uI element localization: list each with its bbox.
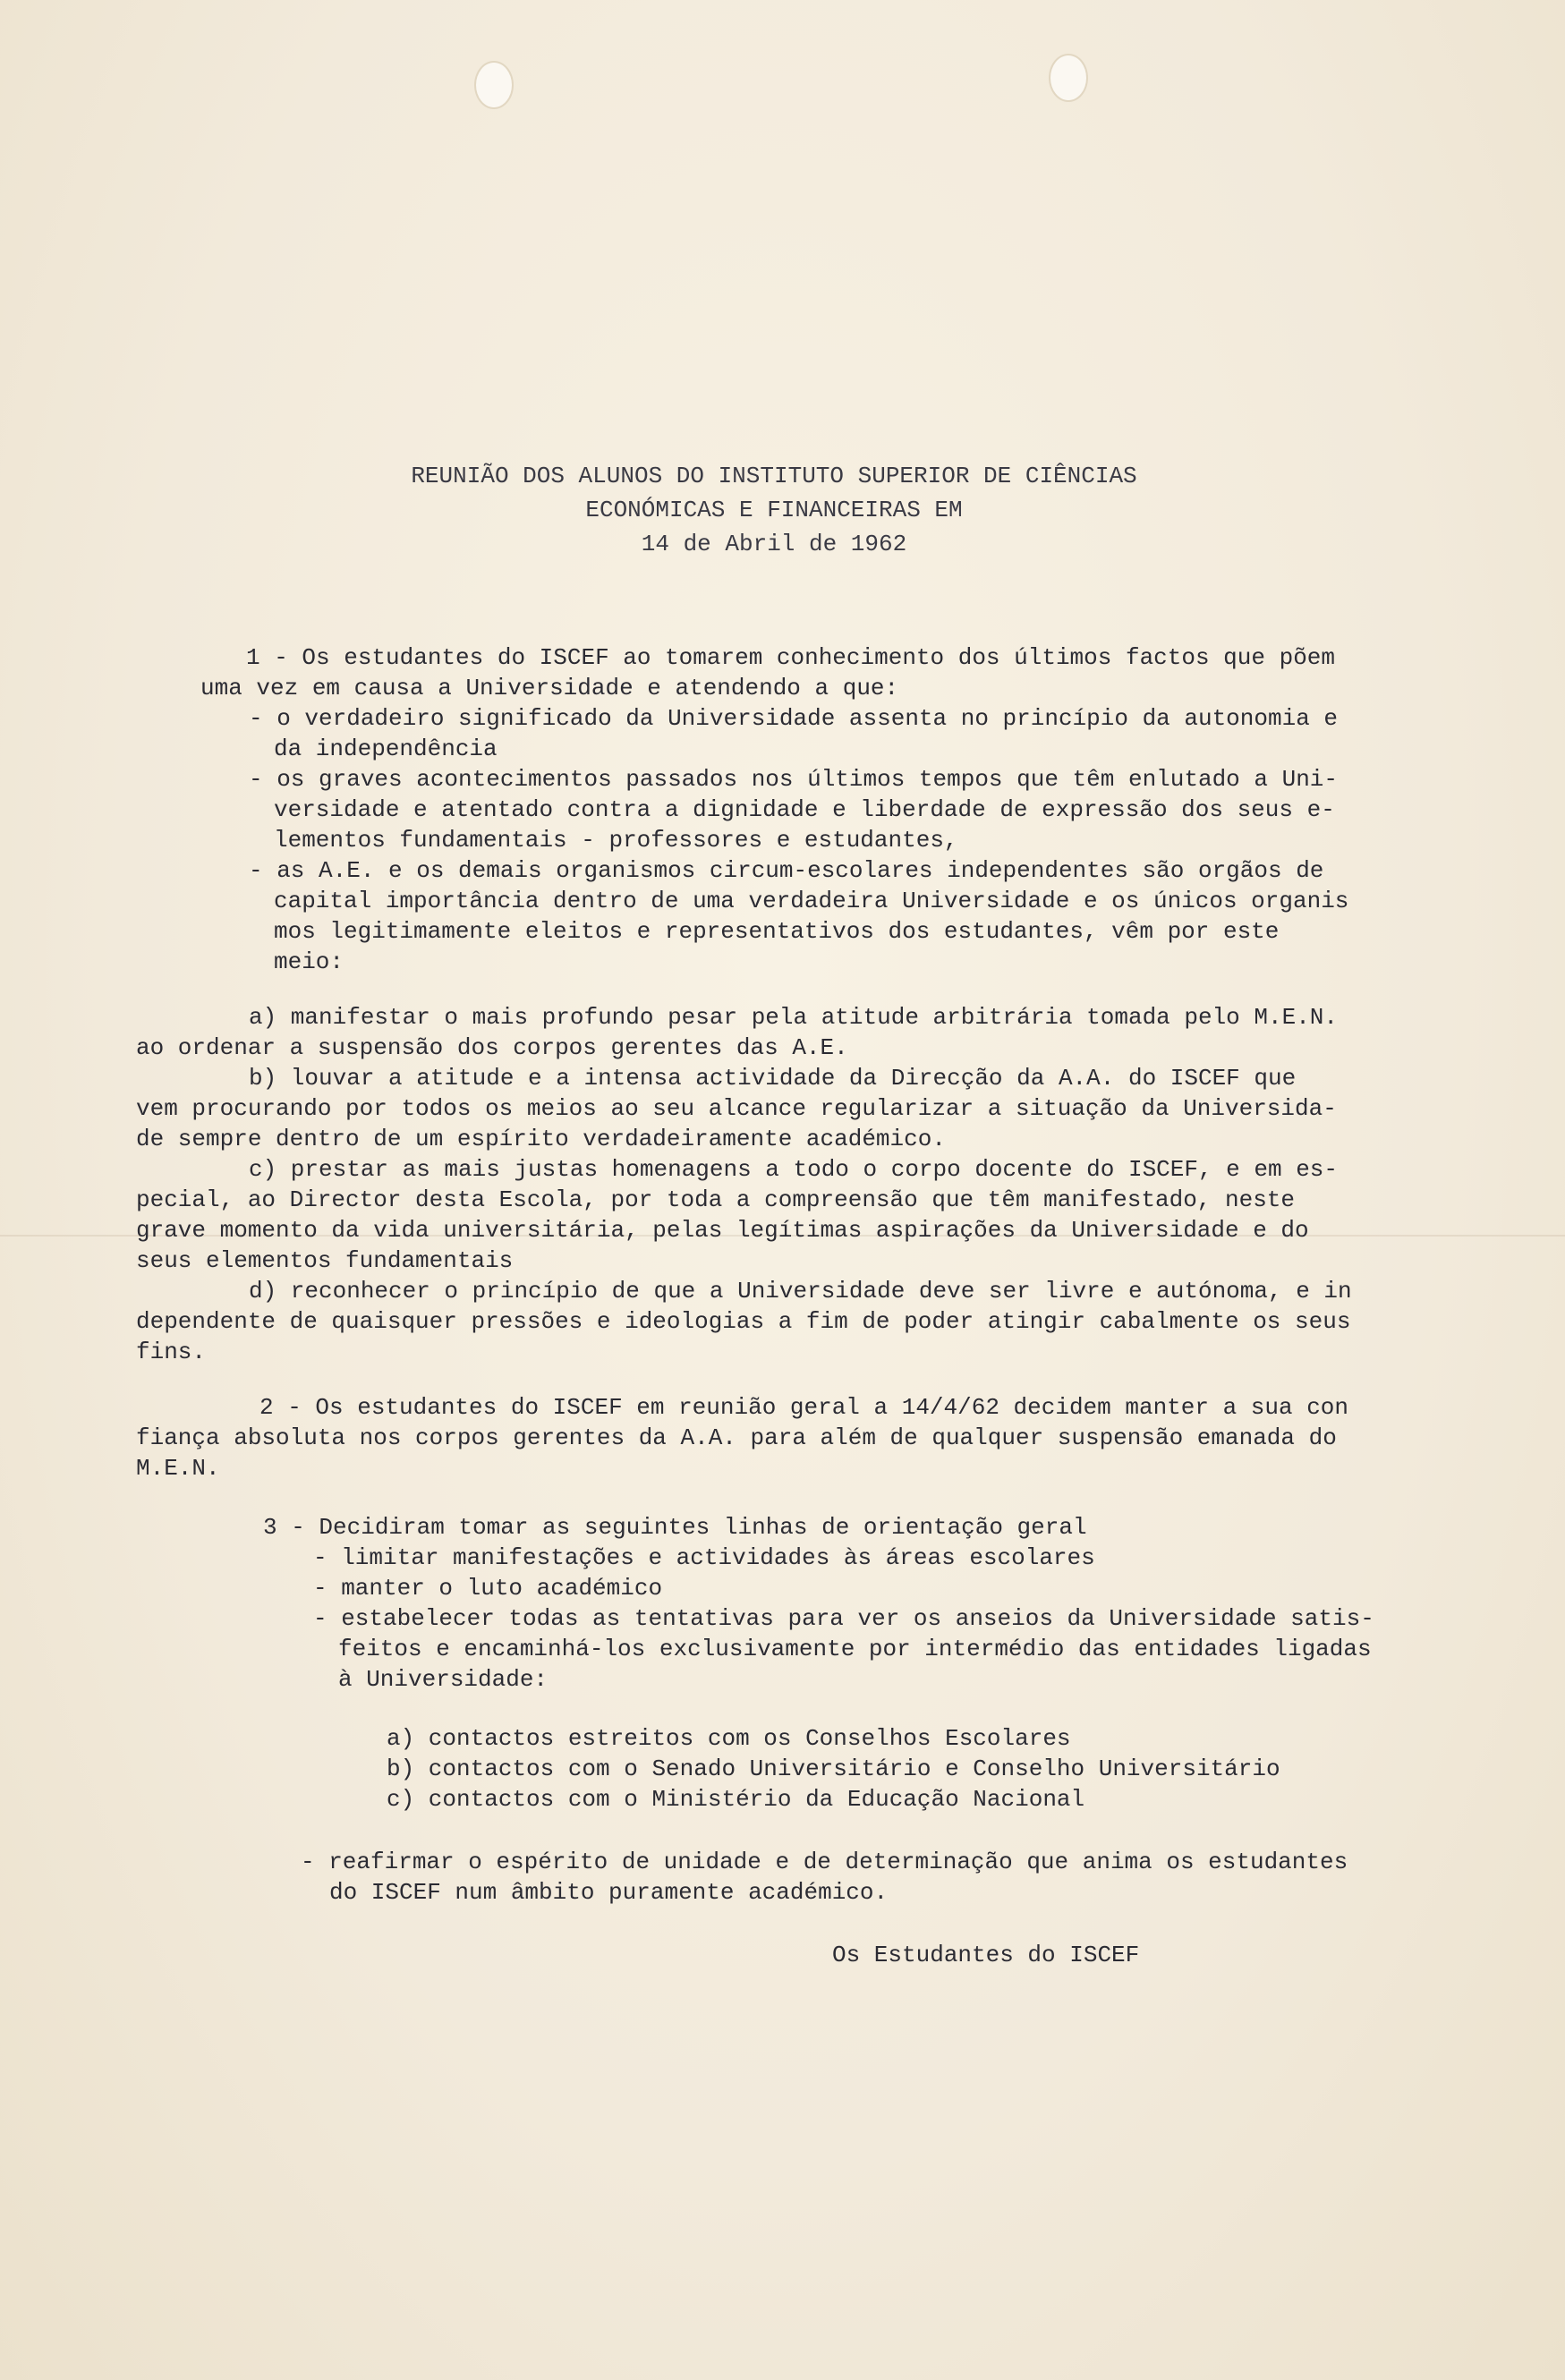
signature: Os Estudantes do ISCEF <box>832 1942 1140 1968</box>
section-3-line: à Universidade: <box>338 1666 549 1693</box>
final-line: - reafirmar o espérito de unidade e de determinação que anima os estudantes <box>301 1849 1348 1875</box>
section-2-line: fiança absoluta nos corpos gerentes da A.A. para além de qualquer suspensão emanada do <box>136 1424 1337 1451</box>
point-line: a) manifestar o mais profundo pesar pela atitude arbitrária tomada pelo M.E.N. <box>249 1004 1338 1031</box>
section-1-line: - os graves acontecimentos passados nos últimos tempos que têm enlutado a Uni- <box>249 766 1338 793</box>
punch-hole-left <box>474 61 514 109</box>
point-line: fins. <box>136 1339 207 1365</box>
title-date: 14 de Abril de 1962 <box>641 531 907 557</box>
point-line: grave momento da vida universitária, pelas legítimas aspirações da Universidade e do <box>136 1217 1309 1244</box>
contact-item: a) contactos estreitos com os Conselhos Escolares <box>387 1725 1071 1752</box>
section-2-line: 2 - Os estudantes do ISCEF em reunião geral a 14/4/62 decidem manter a sua con <box>259 1394 1348 1421</box>
section-1-line: meio: <box>274 948 344 975</box>
point-line: de sempre dentro de um espírito verdadeiramente académico. <box>136 1126 946 1152</box>
section-1-line: versidade e atentado contra a dignidade e liberdade de expressão dos seus e- <box>274 796 1335 823</box>
document-title <box>0 459 1548 561</box>
section-1-line: uma vez em causa a Universidade e atendendo a que: <box>200 675 899 701</box>
section-3-line: - estabelecer todas as tentativas para ver os anseios da Universidade satis- <box>313 1605 1374 1632</box>
section-2-line: M.E.N. <box>136 1455 220 1482</box>
point-line: d) reconhecer o princípio de que a Universidade deve ser livre e autónoma, e in <box>249 1278 1352 1305</box>
section-1-line: - o verdadeiro significado da Universidade assenta no princípio da autonomia e <box>249 705 1338 732</box>
section-3-line: - manter o luto académico <box>313 1575 663 1602</box>
point-line: seus elementos fundamentais <box>136 1247 514 1274</box>
section-3-line: 3 - Decidiram tomar as seguintes linhas de orientação geral <box>263 1514 1087 1541</box>
section-1-line: mos legitimamente eleitos e representativos dos estudantes, vêm por este <box>274 918 1280 945</box>
point-line: pecial, ao Director desta Escola, por toda a compreensão que têm manifestado, neste <box>136 1186 1296 1213</box>
section-3-line: - limitar manifestações e actividades às áreas escolares <box>313 1544 1095 1571</box>
punch-hole-right <box>1049 54 1088 102</box>
section-1-line: lementos fundamentais - professores e estudantes, <box>274 827 958 854</box>
point-line: c) prestar as mais justas homenagens a todo o corpo docente do ISCEF, e em es- <box>249 1156 1338 1183</box>
section-3-line: feitos e encaminhá-los exclusivamente por intermédio das entidades ligadas <box>338 1636 1372 1662</box>
contact-item: c) contactos com o Ministério da Educação Nacional <box>387 1786 1085 1813</box>
point-line: vem procurando por todos os meios ao seu alcance regularizar a situação da Universida- <box>136 1095 1337 1122</box>
contact-item: b) contactos com o Senado Universitário e Conselho Universitário <box>387 1755 1280 1782</box>
final-line: do ISCEF num âmbito puramente académico. <box>329 1879 889 1906</box>
section-1-line: capital importância dentro de uma verdadeira Universidade e os únicos organis <box>274 888 1349 914</box>
section-1-line: da independência <box>274 735 498 762</box>
section-1-line: 1 - Os estudantes do ISCEF ao tomarem conhecimento dos últimos factos que põem <box>246 644 1335 671</box>
point-line: b) louvar a atitude e a intensa actividade da Direcção da A.A. do ISCEF que <box>249 1065 1297 1092</box>
point-line: ao ordenar a suspensão dos corpos gerentes das A.E. <box>136 1034 848 1061</box>
point-line: dependente de quaisquer pressões e ideologias a fim de poder atingir cabalmente os seus <box>136 1308 1351 1335</box>
title-line-1: REUNIÃO DOS ALUNOS DO INSTITUTO SUPERIOR DE CIÊNCIAS <box>411 463 1137 489</box>
title-line-2: ECONÓMICAS E FINANCEIRAS EM <box>585 497 963 523</box>
section-1-line: - as A.E. e os demais organismos circum-escolares independentes são orgãos de <box>249 857 1324 884</box>
